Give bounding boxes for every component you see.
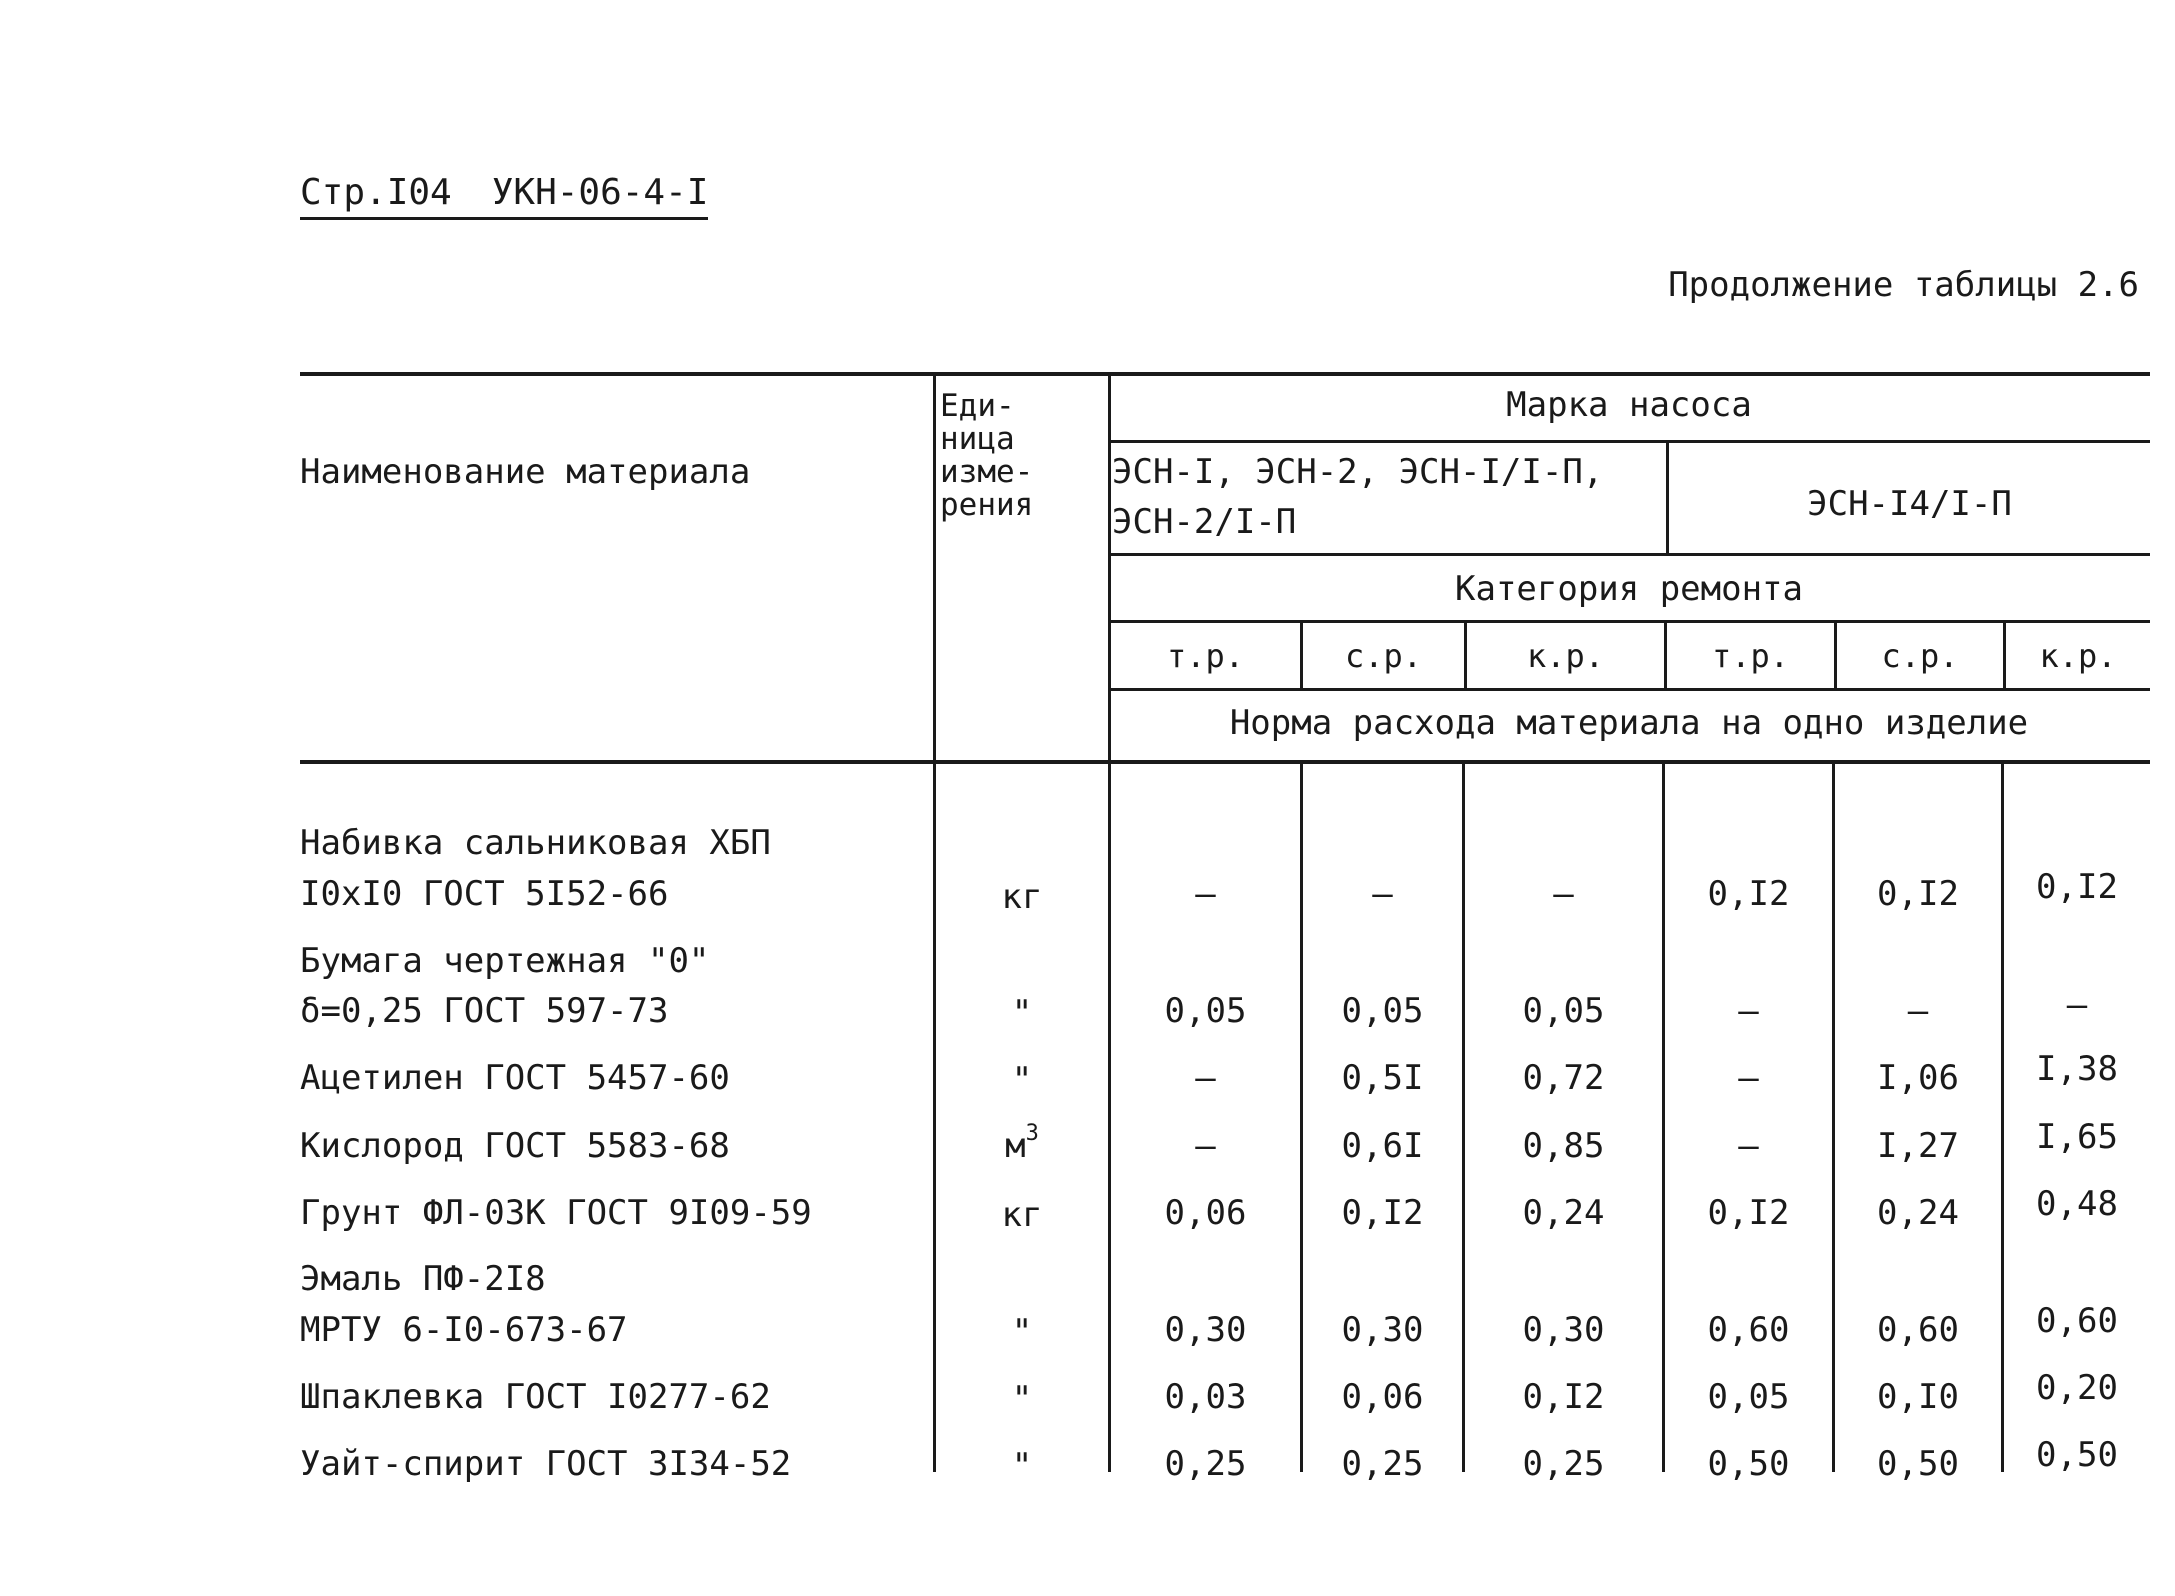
divider-unit-right [1108,372,1111,1472]
body-divider-3 [1662,760,1665,1472]
row-1-val-5: 0,I2 [1877,874,1959,914]
brand-rule [1108,440,2150,443]
body-divider-4 [1832,760,1835,1472]
subcol-sr-1: с.р. [1344,637,1423,675]
row-6-val-1: 0,30 [1164,1310,1247,1350]
body-divider-5 [2001,760,2004,1472]
subcol-tr-1: т.р. [1166,637,1245,675]
row-2-unit: " [1011,993,1033,1033]
row-6-unit: " [1011,1312,1033,1352]
row-6-val-6: 0,60 [2036,1301,2118,1341]
body-divider-2 [1462,760,1465,1472]
groups-rule [1108,553,2150,556]
row-4-unit-exponent: 3 [1025,1121,1039,1146]
table-continuation-label: Продолжение таблицы 2.6 [1668,265,2139,305]
row-1-name-line1: Набивка сальниковая ХБП [300,823,771,863]
row-8-val-4: 0,50 [1707,1444,1790,1484]
row-1-val-6: 0,I2 [2036,867,2118,907]
row-7-val-1: 0,03 [1164,1377,1247,1417]
subcol-kr-1: к.р. [1526,637,1605,675]
subcols-rule [1108,688,2150,691]
row-3-val-3: 0,72 [1522,1058,1605,1098]
row-7-val-6: 0,20 [2036,1368,2118,1408]
row-2-val-1: 0,05 [1164,991,1247,1031]
row-4-unit-base: м [1005,1126,1026,1166]
row-6-name-line1: Эмаль ПФ-2I8 [300,1259,546,1299]
row-4-val-4: – [1738,1126,1759,1166]
row-2-name-line2: δ=0,25 ГОСТ 597-73 [300,991,669,1031]
subcol-kr-2: к.р. [2039,637,2117,675]
row-8-val-3: 0,25 [1522,1444,1605,1484]
row-1-unit: кг [1001,877,1043,917]
row-1-val-2: – [1372,874,1393,914]
row-2-name-line1: Бумага чертежная "0" [300,941,710,981]
row-6-val-4: 0,60 [1707,1310,1790,1350]
page-header [300,172,708,220]
row-1-val-1: – [1195,874,1216,914]
row-5-val-4: 0,I2 [1707,1193,1790,1233]
row-5-val-6: 0,48 [2036,1184,2118,1224]
table-top-rule [300,372,2150,376]
row-7-val-5: 0,I0 [1877,1377,1959,1417]
row-3-unit: " [1011,1060,1033,1100]
row-8-unit: " [1011,1446,1033,1486]
row-3-val-4: – [1738,1058,1759,1098]
row-4-val-1: – [1195,1126,1216,1166]
row-5-val-5: 0,24 [1877,1193,1959,1233]
column-header-material: Наименование материала [300,452,751,492]
row-7-unit: " [1011,1379,1033,1419]
row-4-val-2: 0,6I [1341,1126,1424,1166]
row-3-val-2: 0,5I [1341,1058,1424,1098]
repair-category-header: Категория ремонта [1455,569,1803,609]
norm-header: Норма расхода материала на одно изделие [1229,703,2029,743]
row-6-val-3: 0,30 [1522,1310,1605,1350]
subcol-tr-2: т.р. [1711,637,1790,675]
subcol-sr-2: с.р. [1881,637,1959,675]
row-4-val-6: I,65 [2036,1117,2118,1157]
divider-unit-left [933,372,936,1472]
body-divider-1 [1300,760,1303,1472]
row-7-val-4: 0,05 [1707,1377,1790,1417]
row-8-val-6: 0,50 [2036,1435,2118,1475]
row-5-name: Грунт ФЛ-03К ГОСТ 9I09-59 [300,1193,812,1233]
row-1-name-line2: I0хI0 ГОСТ 5I52-66 [300,874,669,914]
row-5-val-3: 0,24 [1522,1193,1605,1233]
category-rule [1108,620,2150,623]
row-8-name: Уайт-спирит ГОСТ 3I34-52 [300,1444,792,1484]
header-bottom-rule [300,760,2150,764]
row-3-val-5: I,06 [1877,1058,1959,1098]
pump-group-1-line1: ЭСН-I, ЭСН-2, ЭСН-I/I-П, [1112,452,1604,492]
row-1-val-3: – [1553,874,1574,914]
row-2-val-4: – [1738,991,1759,1031]
document-code: УКН-06-4-I [491,172,709,213]
row-2-val-6: – [2066,985,2088,1025]
row-3-val-6: I,38 [2036,1049,2118,1089]
row-8-val-2: 0,25 [1341,1444,1424,1484]
row-2-val-3: 0,05 [1522,991,1605,1031]
row-3-val-1: – [1195,1058,1216,1098]
row-1-val-4: 0,I2 [1707,874,1790,914]
row-2-val-2: 0,05 [1341,991,1424,1031]
row-2-val-5: – [1907,991,1929,1031]
row-5-val-2: 0,I2 [1341,1193,1424,1233]
row-8-val-5: 0,50 [1877,1444,1959,1484]
pump-brand-header: Марка насоса [1506,385,1752,425]
row-7-name: Шпаклевка ГОСТ I0277-62 [300,1377,771,1417]
row-6-val-2: 0,30 [1341,1310,1424,1350]
row-6-val-5: 0,60 [1877,1310,1959,1350]
row-5-unit: кг [1001,1195,1043,1235]
row-4-name: Кислород ГОСТ 5583-68 [300,1126,730,1166]
row-7-val-2: 0,06 [1341,1377,1424,1417]
pump-group-1-line2: ЭСН-2/I-П [1112,502,1297,542]
row-4-val-5: I,27 [1877,1126,1959,1166]
row-6-name-line2: МРТУ 6-I0-673-67 [300,1310,628,1350]
row-4-unit [936,1121,1108,1166]
pump-group-2: ЭСН-I4/I-П [1807,484,2012,524]
row-8-val-1: 0,25 [1164,1444,1247,1484]
row-3-name: Ацетилен ГОСТ 5457-60 [300,1058,730,1098]
column-header-unit: Еди-ница изме-рения [940,388,1034,523]
row-5-val-1: 0,06 [1164,1193,1247,1233]
row-7-val-3: 0,I2 [1522,1377,1605,1417]
page-number: Стр.I04 [300,172,452,213]
row-4-val-3: 0,85 [1522,1126,1605,1166]
